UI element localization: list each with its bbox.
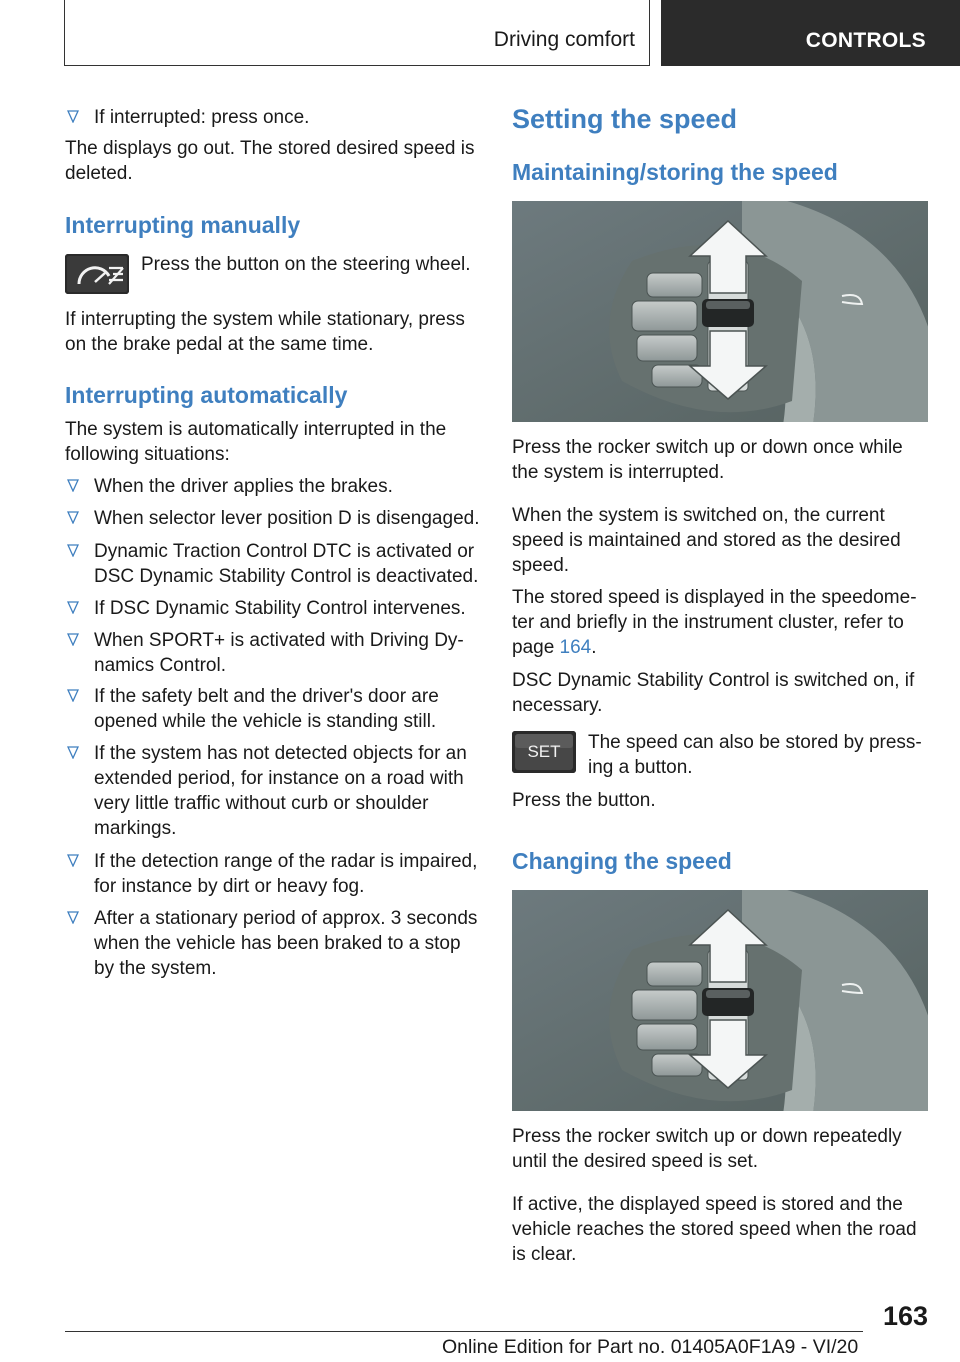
bullet-triangle-icon — [67, 633, 79, 646]
list-item: If the detection range of the radar is impaired, for instance by dirt or heavy fog. — [65, 849, 481, 899]
bullet-triangle-icon — [67, 601, 79, 614]
heading-setting-the-speed: Setting the speed — [512, 104, 738, 134]
heading-changing-the-speed: Changing the speed — [512, 848, 732, 874]
list-item: After a stationary period of approx. 3 seconds when the vehicle has been braked to a stop by the system. — [65, 906, 481, 981]
list-item: If the safety belt and the driver's door are opened while the vehicle is standing still. — [65, 684, 481, 734]
footer-divider — [65, 1331, 863, 1332]
header-section-box — [64, 0, 650, 66]
paragraph-dsc: DSC Dynamic Stability Control is switched on, if necessary. — [512, 670, 915, 716]
paragraph-also-stored: The speed can also be stored by press‐ ing a button. — [588, 732, 922, 778]
paragraph-if-active: If active, the displayed speed is stored and the vehicle reaches the stored speed when the road is clear. — [512, 1194, 917, 1265]
paragraph-auto-intro: The system is automatically interrupted in the following situations: — [65, 419, 447, 465]
paragraph-displays: The displays go out. The stored desired speed is deleted. — [65, 138, 475, 184]
bullet-triangle-icon — [67, 911, 79, 924]
header-section-title: Driving comfort — [493, 28, 635, 51]
header-chapter-box — [661, 0, 960, 66]
bullet-triangle-icon — [67, 110, 79, 123]
paragraph-press-button: Press the button on the steering wheel. — [141, 254, 471, 275]
heading-maintaining-storing: Maintaining/storing the speed — [512, 159, 838, 185]
cruise-interrupt-icon — [65, 254, 129, 294]
bullet-triangle-icon — [67, 544, 79, 557]
footer-edition: Online Edition for Part no. 01405A0F1A9 - VI/20 — [442, 1336, 859, 1358]
list-item: Dynamic Traction Control DTC is activated or DSC Dynamic Stability Control is deactivated. — [65, 539, 481, 589]
paragraph-stored-speed: The stored speed is displayed in the speedome‐ ter and briefly in the instrument cluster, refer to page 164. — [512, 587, 917, 658]
steering-wheel-rocker-photo — [512, 201, 928, 422]
list-item: If interrupted: press once. — [65, 105, 481, 130]
bullet-triangle-icon — [67, 746, 79, 759]
paragraph-switched-on: When the system is switched on, the current speed is maintained and stored as the desired speed. — [512, 505, 901, 576]
paragraph-rocker-once: Press the rocker switch up or down once while the system is interrupted. — [512, 437, 903, 483]
page-number: 163 — [882, 1301, 928, 1331]
page-link-164[interactable]: 164 — [559, 637, 592, 658]
steering-wheel-rocker-photo — [512, 890, 928, 1111]
bullet-triangle-icon — [67, 854, 79, 867]
paragraph-stationary: If interrupting the system while stationary, press on the brake pedal at the same time. — [65, 309, 465, 355]
bullet-triangle-icon — [67, 511, 79, 524]
set-button-icon — [512, 731, 576, 773]
header-chapter-title: CONTROLS — [805, 29, 926, 52]
bullet-triangle-icon — [67, 479, 79, 492]
set-button-label: SET — [527, 742, 561, 761]
bullet-triangle-icon — [67, 689, 79, 702]
paragraph-rocker-repeat: Press the rocker switch up or down repeatedly until the desired speed is set. — [512, 1126, 902, 1172]
heading-interrupting-manually: Interrupting manually — [65, 212, 301, 238]
list-item: If the system has not detected objects for an extended period, for instance on a road with very little traffic without curb or shoulder markings. — [65, 741, 481, 841]
heading-interrupting-automatically: Interrupting automatically — [65, 382, 348, 408]
list-item: When the driver applies the brakes. — [65, 474, 481, 499]
list-item: When SPORT+ is activated with Driving Dy‐ namics Control. — [65, 628, 481, 678]
list-item: When selector lever position D is disengaged. — [65, 506, 481, 531]
paragraph-press-the-button: Press the button. — [512, 790, 656, 811]
list-item: If DSC Dynamic Stability Control intervenes. — [65, 596, 481, 621]
